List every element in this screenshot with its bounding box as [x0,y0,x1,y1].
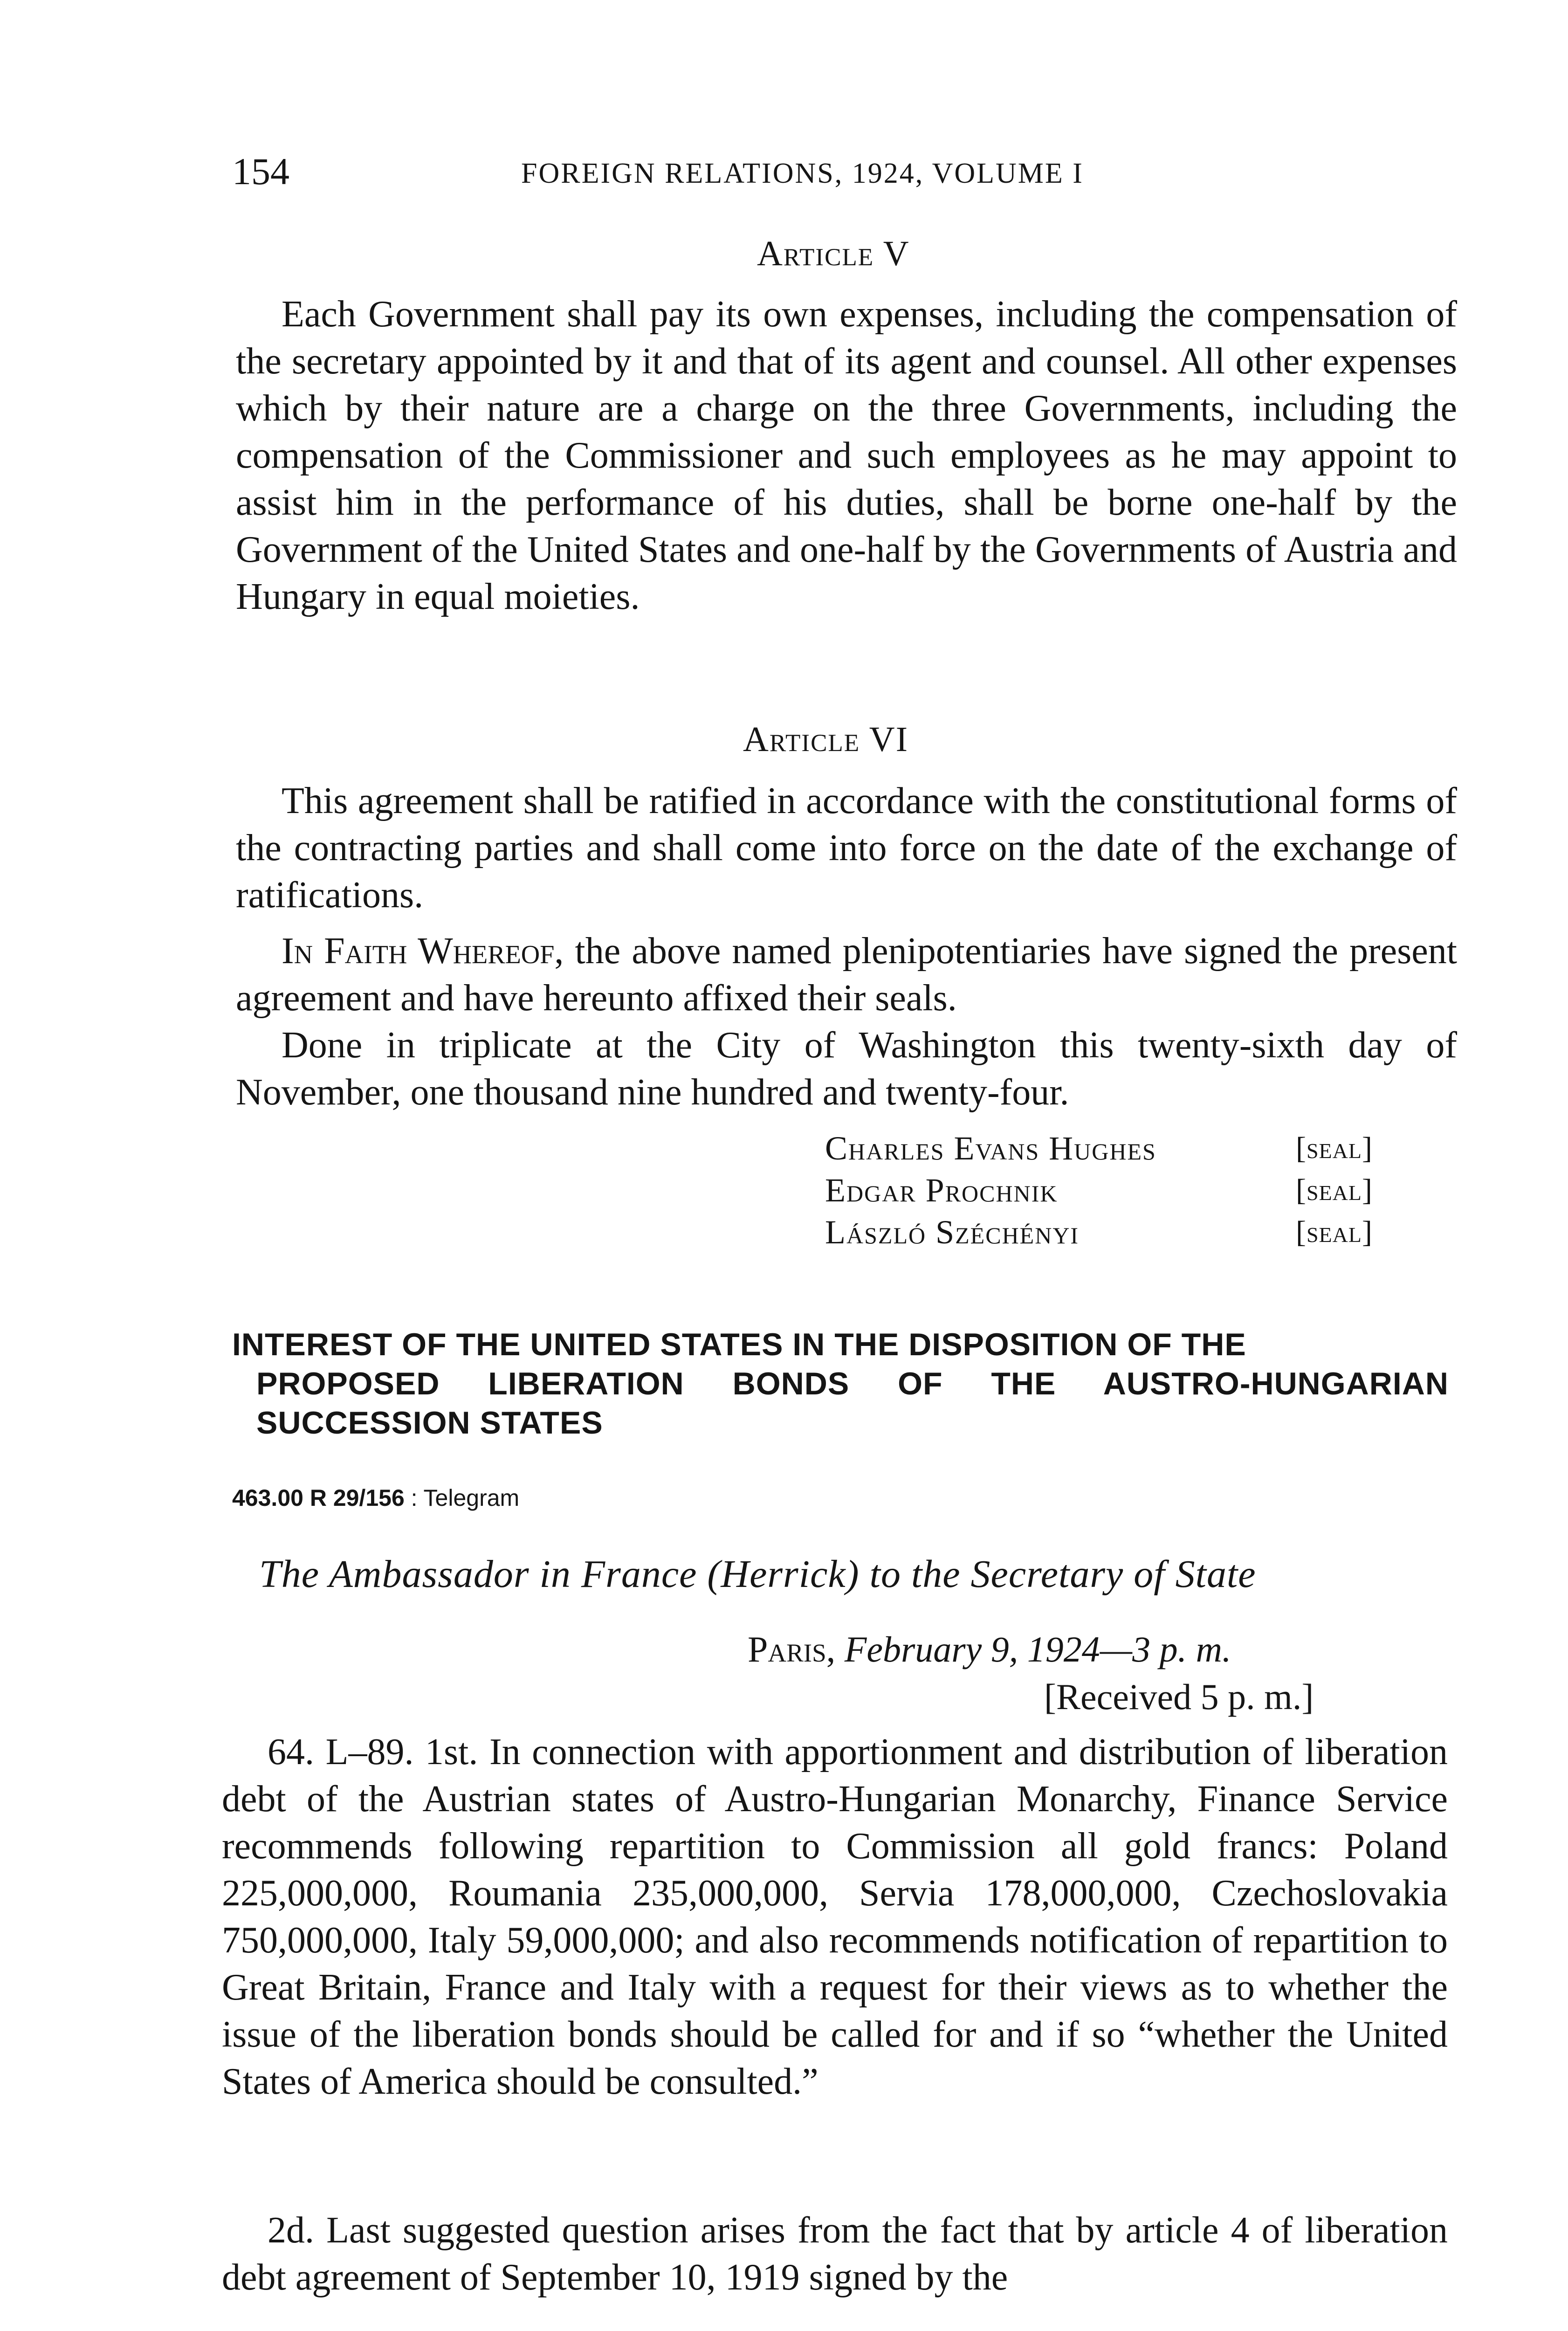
signature-row [825,1127,1426,1169]
received-note: [Received 5 p. m.] [1044,1676,1314,1717]
document-title: The Ambassador in France (Herrick) to the Secretary of State [259,1552,1256,1596]
telegram-paragraph-2: 2d. Last suggested question arises from the fact that by article 4 of liberation debt agreement of September 10, 1919 signed by the [222,2210,1448,2298]
file-reference [232,1482,519,1514]
section-title-continuation: PROPOSED LIBERATION BONDS OF THE AUSTRO-HUNGARIAN SUCCESSION STATES [256,1366,1449,1441]
seal-mark: [seal] [1296,1131,1373,1165]
seal-mark: [seal] [1296,1215,1373,1249]
in-faith-lead: In Faith Whereof, [282,931,564,972]
document-type: : Telegram [411,1485,520,1511]
ratification-paragraph: This agreement shall be ratified in accordance with the constitutional forms of the contracting parties and shall come into force on the date of the exchange of ratifications. [236,780,1457,916]
section-title [232,1325,1449,1442]
file-number: 463.00 R 29/156 [232,1485,405,1511]
signatory-name: Edgar Prochnik [825,1172,1058,1209]
in-faith-text: the above named plenipotentiaries have signed the present agreement and have hereunto affixed their seals. [236,931,1457,1019]
running-head: FOREIGN RELATIONS, 1924, VOLUME I [521,158,1084,189]
article-v-text: Each Government shall pay its own expenses, including the compensation of the secretary appointed by it and that of its agent and counsel. All other expenses which by their nature are a charge on the three Governments, including the compensation of the Commissioner and such employees as he may appoint to assist him in the performance of his duties, shall be borne one-half by the Government of the United States and one-half by the Governments of Austria and Hungary in equal moieties. [236,294,1457,617]
page-header [232,148,1220,195]
seal-mark: [seal] [1296,1173,1373,1207]
signatory-name: Charles Evans Hughes [825,1130,1156,1167]
article-vi-heading: Article VI [743,720,908,759]
done-paragraph: Done in triplicate at the City of Washington this twenty-sixth day of November, one thousand nine hundred and twenty-four. [236,1025,1457,1113]
dateline [748,1626,1231,1673]
telegram-paragraph-1: 64. L–89. 1st. In connection with apportionment and distribution of liberation debt of the Austrian states of Austro-Hungarian Monarchy, Finance Service recommends following repartition to Commission all gold francs: Poland 225,000,000, Roumania 235,000,000, Servia 178,000,000, Czechoslovakia 750,000,000, Italy 59,000,000; and also recommends notification of repartition to Great Britain, France and Italy with a request for their views as to whether the issue of the liberation bonds should be called for and if so “whether the United States of America should be consulted.” [222,1731,1448,2102]
in-faith-paragraph [236,928,1457,1022]
dateline-place: Paris, [748,1629,836,1669]
article-v-heading: Article V [757,234,910,273]
dateline-date: February 9, 1924—3 p. m. [844,1629,1231,1669]
signature-row [825,1169,1426,1211]
signature-row [825,1211,1426,1253]
signatory-name: László Széchényi [825,1214,1080,1251]
page-number: 154 [232,150,289,193]
section-title-first-line: INTEREST OF THE UNITED STATES IN THE DISPOSITION OF THE [232,1327,1246,1362]
signature-block [825,1127,1426,1253]
